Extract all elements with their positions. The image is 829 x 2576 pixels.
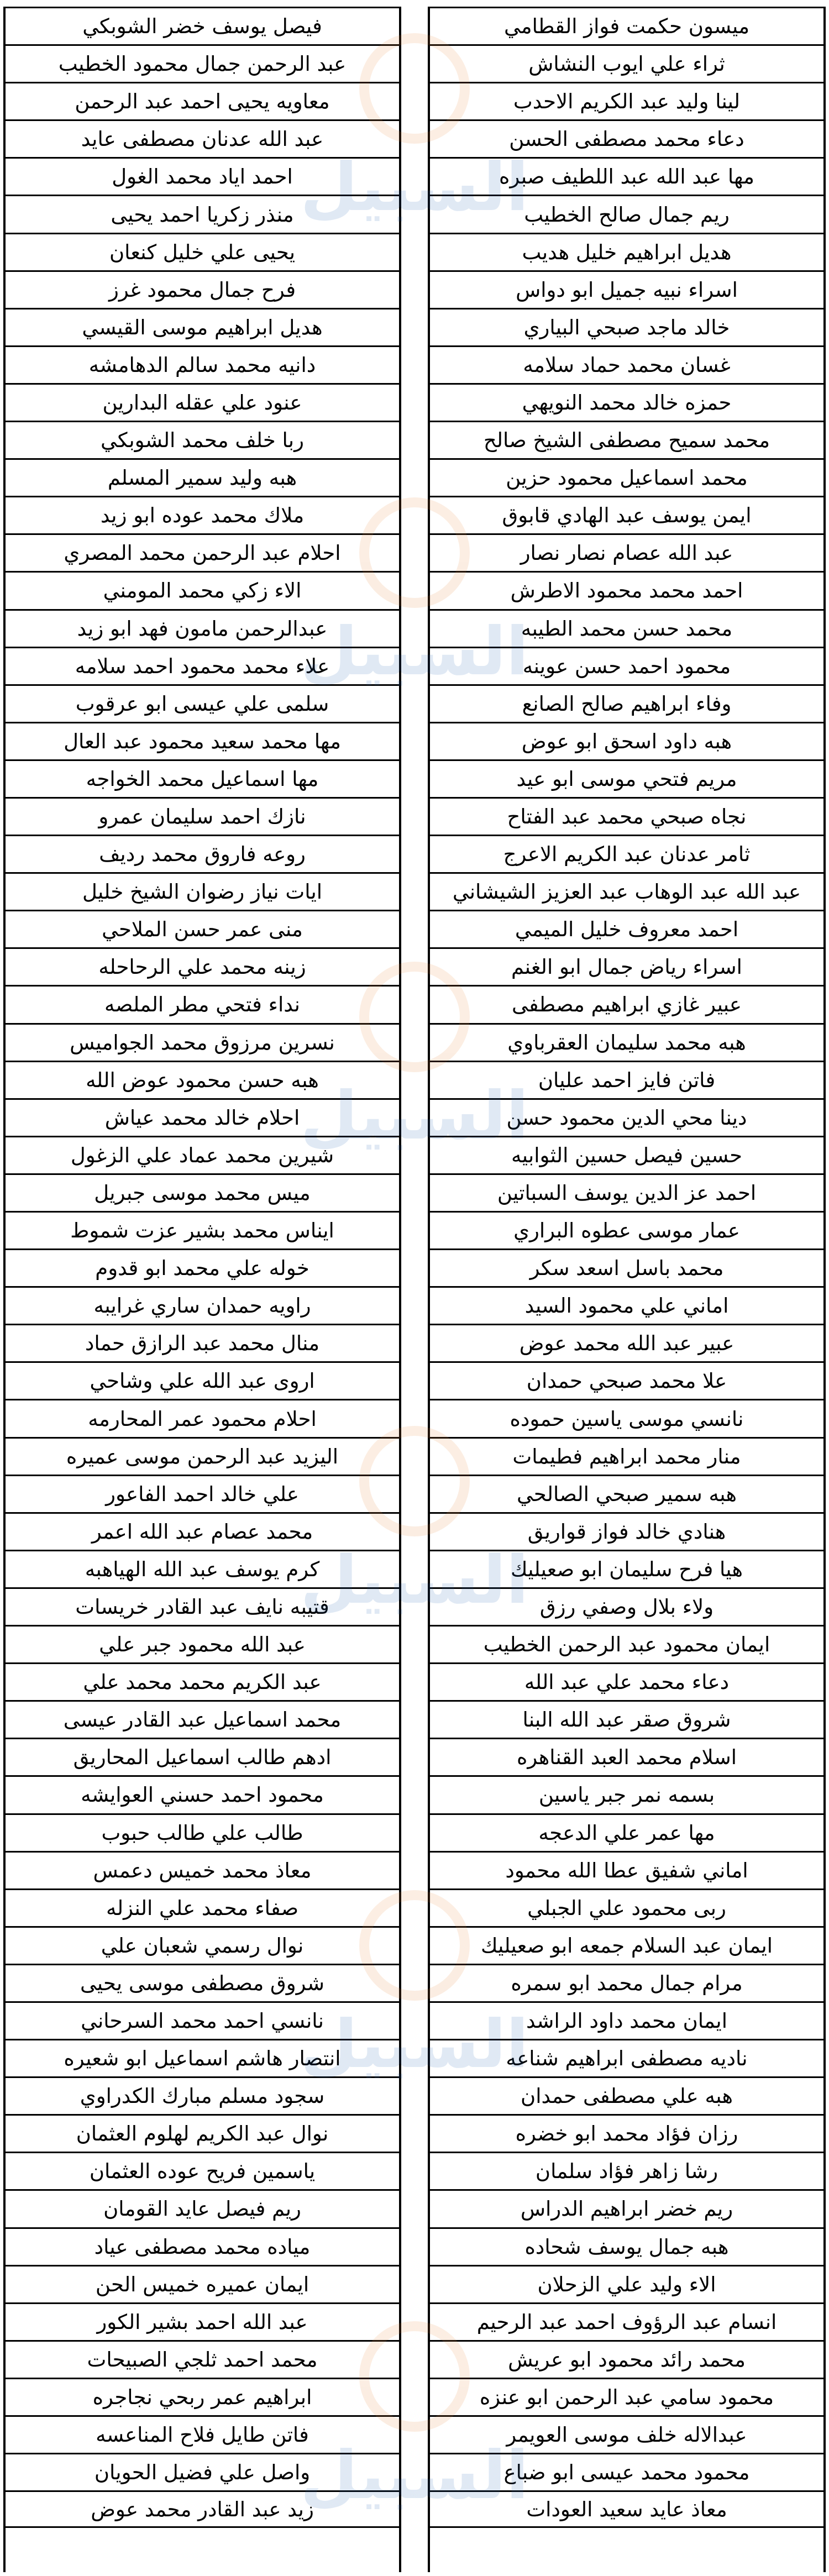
- watermark-brand-text: السبيل: [300, 613, 529, 690]
- left-name-row: عبد الرحمن جمال محمود الخطيب: [6, 44, 399, 82]
- left-name-row: ميس محمد موسى جبريل: [6, 1173, 399, 1211]
- watermark-brand-text: السبيل: [300, 149, 529, 226]
- right-name-row: علا محمد صبحي حمدان: [430, 1361, 823, 1399]
- left-name-row: عبد الله احمد بشير الكور: [6, 2302, 399, 2340]
- right-name-row: هبه سمير صبحي الصالحي: [430, 1475, 823, 1512]
- right-name-row: ايمن يوسف عبد الهادي قابوق: [430, 496, 823, 533]
- left-name-row: ايمان عميره خميس الحن: [6, 2265, 399, 2302]
- left-name-row: احلام عبد الرحمن محمد المصري: [6, 533, 399, 571]
- left-name-row: شروق مصطفى موسى يحيى: [6, 1964, 399, 2001]
- left-name-row: مها اسماعيل محمد الخواجه: [6, 759, 399, 797]
- left-name-row: ريم فيصل عايد القومان: [6, 2189, 399, 2227]
- right-name-row: اماني علي محمود السيد: [430, 1286, 823, 1324]
- left-name-row: نداء فتحي مطر الملصه: [6, 985, 399, 1022]
- left-name-row: عنود علي عقله البدارين: [6, 383, 399, 421]
- right-name-row: هنادي خالد فواز قواريق: [430, 1512, 823, 1550]
- left-name-row: زيد عبد القادر محمد عوض: [6, 2490, 399, 2528]
- left-name-row: احلام خالد محمد عياش: [6, 1098, 399, 1136]
- right-name-row: محمد سميح مصطفى الشيخ صالح: [430, 421, 823, 458]
- right-name-row: فاتن فايز احمد عليان: [430, 1061, 823, 1098]
- left-name-row: واصل علي فضيل الحويان: [6, 2453, 399, 2490]
- right-name-column: [428, 7, 826, 2572]
- right-name-row: اسلام محمد العبد القناهره: [430, 1738, 823, 1775]
- right-name-row: محمد اسماعيل محمود حزين: [430, 458, 823, 496]
- right-name-row: حمزه خالد محمد النويهي: [430, 383, 823, 421]
- right-name-row: رشا زاهر فؤاد سلمان: [430, 2152, 823, 2189]
- watermark-brand-text: السبيل: [300, 2006, 529, 2083]
- right-name-row: هبه داود اسحق ابو عوض: [430, 722, 823, 759]
- right-name-row: دينا محي الدين محمود حسن: [430, 1098, 823, 1136]
- right-name-row: شروق صقر عبد الله البنا: [430, 1700, 823, 1738]
- left-name-row: قتيبه نايف عبد القادر خريسات: [6, 1587, 399, 1625]
- left-name-row: مها محمد سعيد محمود عبد العال: [6, 722, 399, 759]
- left-name-row: علي خالد احمد الفاعور: [6, 1475, 399, 1512]
- left-name-row: راويه حمدان ساري غرايبه: [6, 1286, 399, 1324]
- left-name-row: انتصار هاشم اسماعيل ابو شعيره: [6, 2039, 399, 2076]
- right-name-row: ولاء بلال وصفي رزق: [430, 1587, 823, 1625]
- left-name-row: ياسمين فريح عوده العثمان: [6, 2152, 399, 2189]
- left-name-column: [3, 7, 401, 2572]
- right-name-row: احمد محمد محمود الاطرش: [430, 571, 823, 608]
- right-name-row: ايمان محمود عبد الرحمن الخطيب: [430, 1625, 823, 1662]
- right-name-row: اسراء رياض جمال ابو الغنم: [430, 947, 823, 985]
- left-name-row: هبه وليد سمير المسلم: [6, 458, 399, 496]
- right-name-row: احمد عز الدين يوسف السباتين: [430, 1173, 823, 1211]
- right-name-row: رزان فؤاد محمد ابو خضره: [430, 2114, 823, 2152]
- right-name-row: حسين فيصل حسين الثوابيه: [430, 1136, 823, 1173]
- left-name-row: ابراهيم عمر ربحي نجاجره: [6, 2378, 399, 2415]
- left-name-row: ايات نياز رضوان الشيخ خليل: [6, 872, 399, 910]
- right-name-row: انسام عبد الرؤوف احمد عبد الرحيم: [430, 2302, 823, 2340]
- left-name-row: مياده محمد مصطفى عياد: [6, 2227, 399, 2265]
- left-name-row: نازك احمد سليمان عمرو: [6, 797, 399, 835]
- left-name-row: عبدالرحمن مامون فهد ابو زيد: [6, 609, 399, 647]
- right-name-row: مها عبد الله عبد اللطيف صبره: [430, 157, 823, 195]
- right-name-row: احمد معروف خليل الميمي: [430, 910, 823, 947]
- left-name-row: نسرين مرزوق محمد الجواميس: [6, 1023, 399, 1061]
- left-name-row: فاتن طايل فلاح المناعسه: [6, 2415, 399, 2453]
- right-name-row: ثراء علي ايوب النشاش: [430, 44, 823, 82]
- watermark-brand-text: السبيل: [300, 1078, 529, 1155]
- left-name-row: هديل ابراهيم موسى القيسي: [6, 308, 399, 345]
- left-name-row: منذر زكريا احمد يحيى: [6, 195, 399, 232]
- right-name-row: عمار موسى عطوه البراري: [430, 1211, 823, 1248]
- right-name-row: محمد باسل اسعد سكر: [430, 1248, 823, 1286]
- right-name-row: محمد رائد محمود ابو عريش: [430, 2340, 823, 2378]
- left-name-row: صفاء محمد علي النزله: [6, 1888, 399, 1926]
- left-name-row: سلمى علي عيسى ابو عرقوب: [6, 684, 399, 722]
- right-name-row: ريم خضر ابراهيم الدراس: [430, 2189, 823, 2227]
- right-name-row: منار محمد ابراهيم فطيمات: [430, 1437, 823, 1475]
- left-name-row: عبد الله عدنان مصطفى عايد: [6, 119, 399, 157]
- right-name-row: خالد ماجد صبحي البياري: [430, 308, 823, 345]
- right-name-row: مها عمر علي الدعجه: [430, 1813, 823, 1851]
- left-name-row: منى عمر حسن الملاحي: [6, 910, 399, 947]
- right-name-row: غسان محمد حماد سلامه: [430, 345, 823, 383]
- left-name-row: نوال رسمي شعبان علي: [6, 1926, 399, 1964]
- left-name-row: منال محمد عبد الرازق حماد: [6, 1324, 399, 1361]
- left-name-row: نوال عبد الكريم لهلوم العثمان: [6, 2114, 399, 2152]
- left-name-row: سجود مسلم مبارك الكدراوي: [6, 2076, 399, 2114]
- right-name-row: عبير غازي ابراهيم مصطفى: [430, 985, 823, 1022]
- right-name-row: اماني شفيق عطا الله محمود: [430, 1851, 823, 1888]
- right-name-row: هبه علي مصطفى حمدان: [430, 2076, 823, 2114]
- right-name-row: ثامر عدنان عبد الكريم الاعرج: [430, 835, 823, 872]
- left-name-row: معاذ محمد خميس دعمس: [6, 1851, 399, 1888]
- watermark-brand-text: السبيل: [300, 1542, 529, 1619]
- left-name-row: ايناس محمد بشير عزت شموط: [6, 1211, 399, 1248]
- left-name-row: ادهم طالب اسماعيل المحاريق: [6, 1738, 399, 1775]
- right-name-row: نانسي موسى ياسين حموده: [430, 1399, 823, 1436]
- left-name-row: كرم يوسف عبد الله الهياهبه: [6, 1550, 399, 1587]
- left-name-row: فيصل يوسف خضر الشوبكي: [6, 7, 399, 44]
- right-name-row: نجاه صبحي محمد عبد الفتاح: [430, 797, 823, 835]
- left-name-row: خوله علي محمد ابو قدوم: [6, 1248, 399, 1286]
- left-name-row: عبد الله محمود جبر علي: [6, 1625, 399, 1662]
- left-name-row: محمد احمد ثلجي الصبيحات: [6, 2340, 399, 2378]
- right-name-row: الاء وليد علي الزحلان: [430, 2265, 823, 2302]
- right-name-row: دعاء محمد مصطفى الحسن: [430, 119, 823, 157]
- right-name-row: هديل ابراهيم خليل هديب: [430, 233, 823, 270]
- left-name-row: عبد الكريم محمد محمد علي: [6, 1662, 399, 1700]
- left-name-row: هبه حسن محمود عوض الله: [6, 1061, 399, 1098]
- left-name-row: الاء زكي محمد المومني: [6, 571, 399, 608]
- right-name-row: بسمه نمر جبر ياسين: [430, 1775, 823, 1813]
- left-name-row: روعه فاروق محمد رديف: [6, 835, 399, 872]
- left-name-row: يحيى علي خليل كنعان: [6, 233, 399, 270]
- right-name-row: وفاء ابراهيم صالح الصانع: [430, 684, 823, 722]
- watermark-brand-text: السبيل: [300, 2437, 529, 2514]
- right-name-row: عبير عبد الله محمد عوض: [430, 1324, 823, 1361]
- right-name-row: ناديه مصطفى ابراهيم شناعه: [430, 2039, 823, 2076]
- right-name-row: ميسون حكمت فواز القطامي: [430, 7, 823, 44]
- left-name-row: زينه محمد علي الرحاحله: [6, 947, 399, 985]
- right-name-row: لينا وليد عبد الكريم الاحدب: [430, 82, 823, 119]
- right-name-row: محمود محمد عيسى ابو ضباع: [430, 2453, 823, 2490]
- right-name-row: محمود سامي عبد الرحمن ابو عنزه: [430, 2378, 823, 2415]
- right-name-row: اسراء نبيه جميل ابو دواس: [430, 270, 823, 308]
- right-name-row: ربى محمود علي الجبلي: [430, 1888, 823, 1926]
- left-name-row: محمد عصام عبد الله اعمر: [6, 1512, 399, 1550]
- right-name-row: مرام جمال محمد ابو سمره: [430, 1964, 823, 2001]
- left-name-row: اليزيد عبد الرحمن موسى عميره: [6, 1437, 399, 1475]
- left-name-row: نانسي احمد محمد السرحاني: [6, 2001, 399, 2039]
- left-name-row: احلام محمود عمر المحارمه: [6, 1399, 399, 1436]
- right-name-row: هيا فرح سليمان ابو صعيليك: [430, 1550, 823, 1587]
- left-name-row: محمود احمد حسني العوايشه: [6, 1775, 399, 1813]
- right-name-row: محمد حسن محمد الطيبه: [430, 609, 823, 647]
- right-name-row: ريم جمال صالح الخطيب: [430, 195, 823, 232]
- left-name-row: علاء محمد محمود احمد سلامه: [6, 647, 399, 684]
- left-name-row: احمد اياد محمد الغول: [6, 157, 399, 195]
- left-name-row: اروى عبد الله علي وشاحي: [6, 1361, 399, 1399]
- left-name-row: معاويه يحيى احمد عبد الرحمن: [6, 82, 399, 119]
- right-name-row: عبدالاله خلف موسى العويمر: [430, 2415, 823, 2453]
- left-name-row: طالب علي طالب حبوب: [6, 1813, 399, 1851]
- right-name-row: محمود احمد حسن عوينه: [430, 647, 823, 684]
- left-name-row: دانيه محمد سالم الدهامشه: [6, 345, 399, 383]
- right-name-row: معاذ عايد سعيد العودات: [430, 2490, 823, 2528]
- left-name-row: شيرين محمد عماد علي الزغول: [6, 1136, 399, 1173]
- left-name-row: محمد اسماعيل عبد القادر عيسى: [6, 1700, 399, 1738]
- right-name-row: هبه جمال يوسف شحاده: [430, 2227, 823, 2265]
- right-name-row: ايمان عبد السلام جمعه ابو صعيليك: [430, 1926, 823, 1964]
- right-name-row: ايمان محمد داود الراشد: [430, 2001, 823, 2039]
- right-name-row: مريم فتحي موسى ابو عيد: [430, 759, 823, 797]
- right-name-row: عبد الله عصام نصار نصار: [430, 533, 823, 571]
- left-name-row: فرح جمال محمود غرز: [6, 270, 399, 308]
- right-name-row: عبد الله عبد الوهاب عبد العزيز الشيشاني: [430, 872, 823, 910]
- right-name-row: دعاء محمد علي عبد الله: [430, 1662, 823, 1700]
- left-name-row: ربا خلف محمد الشوبكي: [6, 421, 399, 458]
- left-name-row: ملاك محمد عوده ابو زيد: [6, 496, 399, 533]
- right-name-row: هبه محمد سليمان العقرباوي: [430, 1023, 823, 1061]
